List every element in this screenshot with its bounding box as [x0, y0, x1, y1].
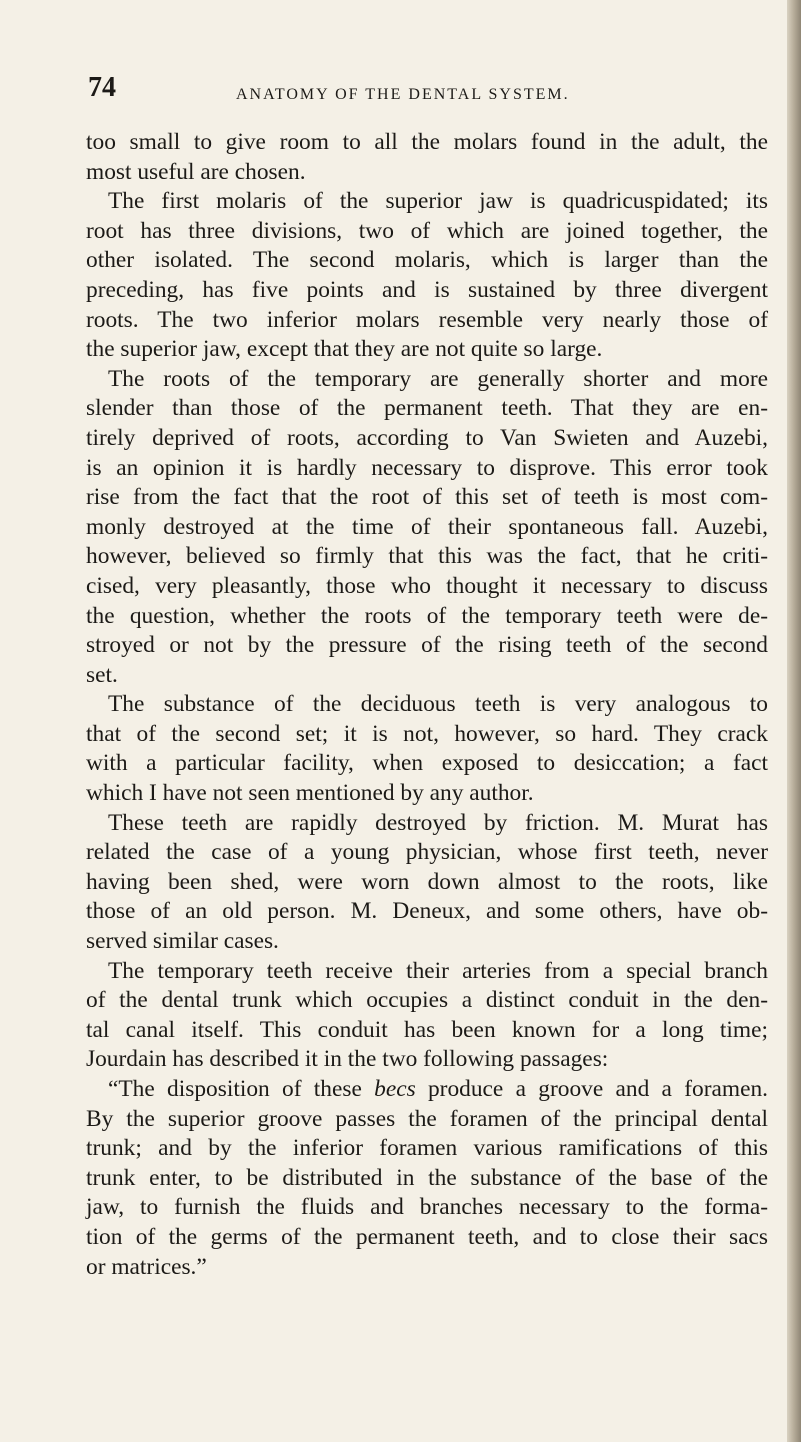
text-line: Jourdain has described it in the two following passages:	[86, 1046, 609, 1073]
text-line: The roots of the temporary are generally shorter and more	[108, 365, 768, 392]
text-line: which I have not seen mentioned by any author.	[86, 780, 534, 807]
text-line: trunk enter, to be distributed in the substance of the base of the	[86, 1164, 768, 1191]
text-line: that of the second set; it is not, however, so hard. They crack	[86, 720, 768, 747]
text-line: The first molaris of the superior jaw is quadricuspidated; its	[108, 188, 768, 215]
text-line: monly destroyed at the time of their spontaneous fall. Auzebi,	[86, 513, 768, 540]
text-line: too small to give room to all the molars found in the adult, the	[86, 129, 768, 155]
italic-word: becs	[374, 1076, 416, 1102]
text-line: those of an old person. M. Deneux, and some others, have ob-	[86, 898, 768, 925]
text-line: stroyed or not by the pressure of the rising teeth of the second	[86, 632, 768, 659]
text-line: slender than those of the permanent teeth. That they are en-	[86, 395, 768, 422]
text-line: root has three divisions, two of which are joined together, the	[86, 217, 768, 244]
text-line: “The disposition of these becs produce a groove and a foramen.	[108, 1076, 769, 1102]
text-line: The temporary teeth receive their arteries from a special branch	[108, 957, 768, 984]
running-title: ANATOMY OF THE DENTAL SYSTEM.	[236, 86, 570, 103]
text-line: the superior jaw, except that they are not quite so large.	[86, 336, 603, 363]
text-line: rise from the fact that the root of this set of teeth is most com-	[86, 484, 768, 511]
text-line: most useful are chosen.	[86, 158, 306, 185]
text-line: with a particular facility, when exposed to desiccation; a fact	[86, 750, 768, 777]
text-line: related the case of a young physician, whose first teeth, never	[86, 839, 768, 866]
body-text	[86, 128, 768, 1282]
text-line: preceding, has five points and is sustained by three divergent	[86, 276, 768, 303]
text-line: other isolated. The second molaris, which is larger than the	[86, 247, 768, 274]
text-line: served similar cases.	[86, 928, 279, 955]
running-head	[88, 72, 748, 106]
text-line: By the superior groove passes the foramen of the principal dental	[86, 1105, 768, 1132]
page-edge-shadow	[787, 0, 801, 1442]
text-line: tal canal itself. This conduit has been known for a long time;	[86, 1016, 768, 1043]
text-line: The substance of the deciduous teeth is very analogous to	[108, 691, 768, 718]
text-line: the question, whether the roots of the temporary teeth were de-	[86, 602, 768, 629]
text-line: cised, very pleasantly, those who thought it necessary to discuss	[86, 572, 768, 599]
text-line: is an opinion it is hardly necessary to disprove. This error took	[86, 454, 768, 481]
text-line: of the dental trunk which occupies a distinct conduit in the den-	[86, 987, 768, 1014]
page-number: 74	[88, 72, 116, 103]
text-line: trunk; and by the inferior foramen various ramifications of this	[86, 1135, 768, 1162]
text-line: however, believed so firmly that this was the fact, that he criti-	[86, 543, 768, 570]
text-line: or matrices.”	[86, 1253, 207, 1280]
text-line: tirely deprived of roots, according to Van Swieten and Auzebi,	[86, 424, 768, 451]
text-line: having been shed, were worn down almost to the roots, like	[86, 868, 768, 895]
text-line: tion of the germs of the permanent teeth, and to close their sacs	[86, 1223, 768, 1250]
text-line: set.	[86, 661, 118, 688]
text-line: jaw, to furnish the fluids and branches necessary to the forma-	[86, 1194, 768, 1221]
text-line: roots. The two inferior molars resemble very nearly those of	[86, 306, 768, 333]
text-line: These teeth are rapidly destroyed by friction. M. Murat has	[108, 809, 768, 836]
